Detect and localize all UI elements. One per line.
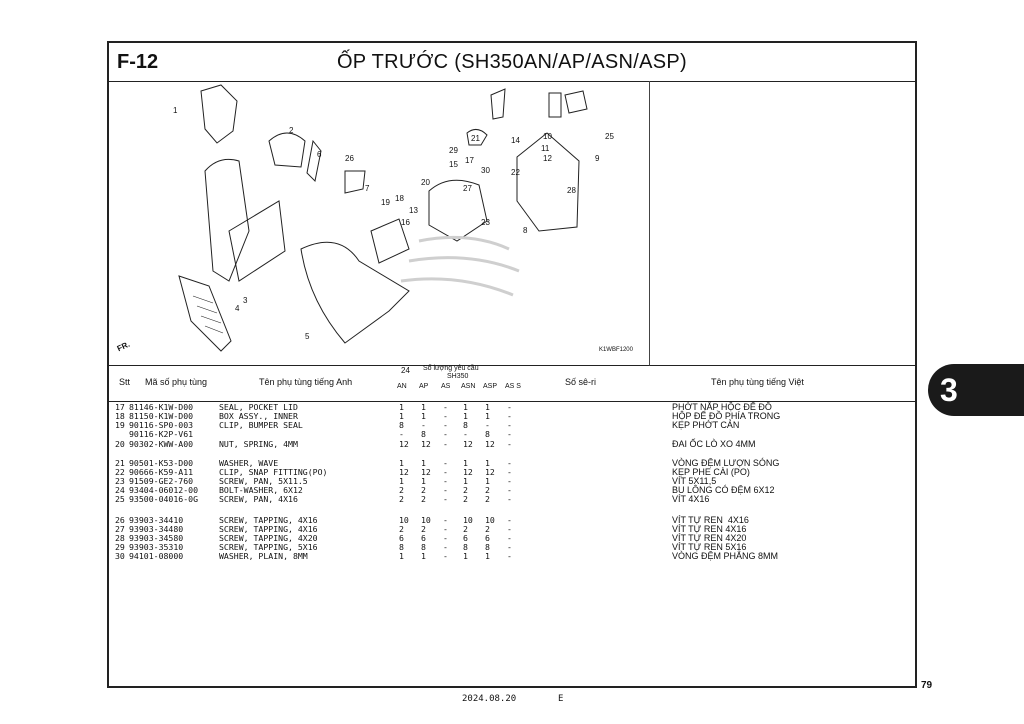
row-qty: 6 <box>485 533 490 543</box>
callout-18: 18 <box>395 194 404 203</box>
row-qty: 10 <box>399 515 409 525</box>
row-number: 18 <box>115 411 125 421</box>
callout-13: 13 <box>409 206 418 215</box>
row-qty: - <box>443 494 448 504</box>
callout-6: 6 <box>317 150 322 159</box>
row-name-vi: VÒNG ĐỆM PHẲNG 8MM <box>672 551 779 561</box>
row-qty: 12 <box>399 467 409 477</box>
row-qty: 8 <box>485 429 490 439</box>
row-qty: - <box>507 467 512 477</box>
callout-24: 24 <box>401 366 410 375</box>
row-qty: - <box>443 439 448 449</box>
callout-21: 21 <box>471 134 480 143</box>
row-qty: - <box>507 524 512 534</box>
row-qty: 2 <box>421 494 426 504</box>
row-number: 29 <box>115 542 125 552</box>
row-qty: 6 <box>399 533 404 543</box>
footer-edition: E <box>558 694 564 704</box>
callout-7: 7 <box>365 184 370 193</box>
row-qty: - <box>443 485 448 495</box>
row-number: 20 <box>115 439 125 449</box>
callout-29: 29 <box>449 146 458 155</box>
row-part-number: 93903-35310 <box>129 542 184 552</box>
row-name-en: SCREW, TAPPING, 4X20 <box>219 533 318 543</box>
row-qty: - <box>443 533 448 543</box>
row-qty: 1 <box>463 476 468 486</box>
part-2-shape <box>269 133 305 167</box>
callout-26: 26 <box>345 154 354 163</box>
row-qty: 2 <box>463 485 468 495</box>
col-name-en: Tên phụ tùng tiếng Anh <box>259 377 353 387</box>
col-serial: Số sê-ri <box>565 377 597 387</box>
row-qty: - <box>443 551 448 561</box>
section-tab <box>928 364 1024 416</box>
row-number: 19 <box>115 420 125 430</box>
row-number: 23 <box>115 476 125 486</box>
row-name-vi: VÍT TỰ REN 5X16 <box>672 542 747 552</box>
callout-17: 17 <box>465 156 474 165</box>
row-qty: 12 <box>485 467 495 477</box>
row-qty: - <box>443 467 448 477</box>
row-qty: - <box>507 533 512 543</box>
col-name-vi: Tên phụ tùng tiếng Việt <box>711 377 804 387</box>
row-name-vi: HỘP ĐỂ ĐỒ PHÍA TRONG <box>672 411 781 421</box>
row-part-number: 93903-34580 <box>129 533 184 543</box>
row-name-en: BOX ASSY., INNER <box>219 411 298 421</box>
row-number: 25 <box>115 494 125 504</box>
row-name-vi: ĐAI ỐC LÒ XO 4MM <box>672 439 756 449</box>
front-direction-label: FR. <box>115 339 132 354</box>
part-1-shape <box>201 85 237 143</box>
row-qty: 2 <box>485 485 490 495</box>
row-part-number: 90666-K59-A11 <box>129 467 194 477</box>
row-part-number: 93903-34480 <box>129 524 184 534</box>
row-qty: - <box>443 515 448 525</box>
catalog-page-frame <box>107 41 917 688</box>
row-qty: 12 <box>463 439 473 449</box>
callout-8: 8 <box>523 226 528 235</box>
row-part-number: 93404-06012-00 <box>129 485 199 495</box>
page-title: ỐP TRƯỚC (SH350AN/AP/ASN/ASP) <box>336 51 688 73</box>
row-name-en: CLIP, SNAP FITTING(PO) <box>219 467 328 477</box>
callout-23: 23 <box>481 218 490 227</box>
row-qty: 12 <box>421 467 431 477</box>
row-name-vi: BU LÔNG CÓ ĐỆM 6X12 <box>672 485 775 495</box>
row-qty: 1 <box>399 476 404 486</box>
callout-12: 12 <box>543 154 552 163</box>
row-qty: - <box>507 411 512 421</box>
row-qty: - <box>507 458 512 468</box>
row-qty: 8 <box>485 542 490 552</box>
row-qty: 1 <box>463 411 468 421</box>
callout-4: 4 <box>235 304 240 313</box>
row-number: 26 <box>115 515 125 525</box>
row-number: 28 <box>115 533 125 543</box>
part-6-shape <box>307 141 321 181</box>
row-qty: 2 <box>463 524 468 534</box>
table-row <box>109 430 915 439</box>
callout-15: 15 <box>449 160 458 169</box>
col-variant-ass: AS S <box>505 383 521 390</box>
callout-2: 2 <box>289 126 294 135</box>
honda-wing-watermark <box>401 237 519 295</box>
row-qty: - <box>485 420 490 430</box>
callout-16: 16 <box>401 218 410 227</box>
row-qty: 1 <box>485 551 490 561</box>
callout-5: 5 <box>305 332 310 341</box>
row-number: 17 <box>115 402 125 412</box>
row-qty: - <box>443 542 448 552</box>
col-model: SH350 <box>447 373 469 380</box>
row-name-en: SCREW, PAN, 5X11.5 <box>219 476 308 486</box>
row-qty: 2 <box>463 494 468 504</box>
col-variant-asp: ASP <box>483 383 498 390</box>
parts-table-header <box>109 367 915 402</box>
row-part-number: 91509-GE2-760 <box>129 476 194 486</box>
row-qty: 1 <box>421 402 426 412</box>
row-qty: 8 <box>399 420 404 430</box>
row-qty: 8 <box>463 420 468 430</box>
col-qty-title: Số lượng yêu cầu <box>423 365 479 372</box>
page-header <box>109 43 915 82</box>
row-qty: 6 <box>463 533 468 543</box>
row-qty: 2 <box>399 485 404 495</box>
part-10-shape <box>549 93 561 117</box>
row-name-en: WASHER, WAVE <box>219 458 279 468</box>
col-part-number: Mã số phụ tùng <box>145 377 208 387</box>
diagram-ref-code: K1WBF1200 <box>598 347 633 353</box>
row-part-number: 94101-08000 <box>129 551 184 561</box>
part-7-shape <box>345 171 365 193</box>
footer-date: 2024.08.20 <box>462 694 517 704</box>
row-qty: 1 <box>421 411 426 421</box>
row-qty: 6 <box>421 533 426 543</box>
page-number: 79 <box>921 680 933 691</box>
row-qty: 1 <box>421 458 426 468</box>
row-qty: - <box>507 476 512 486</box>
row-qty: - <box>399 429 404 439</box>
row-name-en: SEAL, POCKET LID <box>219 402 298 412</box>
row-part-number: 81150-K1W-D00 <box>129 411 194 421</box>
diagram-notes-box <box>650 81 915 366</box>
col-variant-ap: AP <box>419 383 429 390</box>
row-qty: - <box>507 551 512 561</box>
callout-3: 3 <box>243 296 248 305</box>
row-number: 21 <box>115 458 125 468</box>
row-qty: 1 <box>485 476 490 486</box>
row-name-vi: VÍT 4X16 <box>672 494 710 504</box>
row-qty: 8 <box>399 542 404 552</box>
callout-20: 20 <box>421 178 430 187</box>
row-qty: 8 <box>463 542 468 552</box>
row-qty: 1 <box>421 476 426 486</box>
row-qty: 2 <box>421 485 426 495</box>
row-qty: 1 <box>399 402 404 412</box>
row-qty: - <box>443 476 448 486</box>
callout-22: 22 <box>511 168 520 177</box>
row-name-vi: KẸP PHỚT CẢN <box>672 420 740 430</box>
part-3-shape <box>179 276 231 351</box>
row-qty: 10 <box>421 515 431 525</box>
callout-28: 28 <box>567 186 576 195</box>
row-number: 27 <box>115 524 125 534</box>
row-qty: - <box>507 485 512 495</box>
row-qty: 12 <box>421 439 431 449</box>
col-variant-asn: ASN <box>461 383 476 390</box>
row-part-number: 90116-SP0-003 <box>129 420 194 430</box>
row-name-vi: VÒNG ĐỆM LƯỢN SÓNG <box>672 458 780 468</box>
row-part-number: 90302-KWW-A00 <box>129 439 194 449</box>
row-qty: - <box>443 411 448 421</box>
callout-14: 14 <box>511 136 520 145</box>
row-qty: 1 <box>463 402 468 412</box>
col-stt: Stt <box>119 377 131 387</box>
row-qty: - <box>443 402 448 412</box>
col-variant-an: AN <box>397 383 407 390</box>
row-name-en: SCREW, TAPPING, 4X16 <box>219 524 318 534</box>
row-qty: - <box>507 515 512 525</box>
row-qty: 1 <box>485 402 490 412</box>
row-qty: 1 <box>463 458 468 468</box>
row-qty: 1 <box>463 551 468 561</box>
row-qty: 1 <box>485 458 490 468</box>
row-qty: - <box>507 439 512 449</box>
callout-11: 11 <box>541 144 550 153</box>
row-name-en: NUT, SPRING, 4MM <box>219 439 298 449</box>
row-qty: - <box>463 429 468 439</box>
row-name-en: SCREW, TAPPING, 4X16 <box>219 515 318 525</box>
row-name-vi: VÍT TỰ REN 4X16 <box>672 524 747 534</box>
callout-1: 1 <box>173 106 178 115</box>
row-qty: 2 <box>485 524 490 534</box>
table-row <box>109 440 915 449</box>
row-number: 22 <box>115 467 125 477</box>
row-qty: 2 <box>399 524 404 534</box>
callout-30: 30 <box>481 166 490 175</box>
row-name-vi: KẸP PHE CÀI (PO) <box>672 467 750 477</box>
table-row <box>109 495 915 504</box>
row-part-number: 93500-04016-0G <box>129 494 199 504</box>
part-14-shape <box>491 89 505 119</box>
row-name-en: CLIP, BUMPER SEAL <box>219 420 303 430</box>
row-qty: 2 <box>485 494 490 504</box>
row-qty: 1 <box>485 411 490 421</box>
callout-19: 19 <box>381 198 390 207</box>
row-name-en: BOLT-WASHER, 6X12 <box>219 485 303 495</box>
row-name-en: WASHER, PLAIN, 8MM <box>219 551 308 561</box>
row-name-vi: VÍT TỰ REN 4X16 <box>672 515 749 525</box>
table-row <box>109 421 915 430</box>
row-qty: 12 <box>463 467 473 477</box>
row-qty: 10 <box>463 515 473 525</box>
row-qty: - <box>443 458 448 468</box>
section-code: F-12 <box>117 51 159 73</box>
row-part-number: 93903-34410 <box>129 515 184 525</box>
callout-9: 9 <box>595 154 600 163</box>
row-name-vi: PHỚT NẮP HỘC ĐỂ ĐỒ <box>672 402 772 412</box>
row-qty: - <box>507 402 512 412</box>
callout-27: 27 <box>463 184 472 193</box>
row-name-vi: VÍT TỰ REN 4X20 <box>672 533 747 543</box>
callout-10: 10 <box>543 132 552 141</box>
table-row <box>109 552 915 561</box>
row-number: 24 <box>115 485 125 495</box>
part-4b-shape <box>229 201 285 281</box>
row-number: 30 <box>115 551 125 561</box>
row-qty: - <box>443 429 448 439</box>
row-name-en: SCREW, TAPPING, 5X16 <box>219 542 318 552</box>
row-qty: - <box>443 420 448 430</box>
section-tab-number: 3 <box>940 372 958 408</box>
row-qty: 8 <box>421 429 426 439</box>
part-5-shape <box>301 242 409 343</box>
row-qty: 1 <box>399 411 404 421</box>
row-qty: - <box>507 420 512 430</box>
row-qty: - <box>421 420 426 430</box>
row-qty: - <box>507 494 512 504</box>
col-variant-as: AS <box>441 383 451 390</box>
part-4-shape <box>205 159 249 281</box>
row-qty: 12 <box>485 439 495 449</box>
callout-25: 25 <box>605 132 614 141</box>
row-qty: 1 <box>421 551 426 561</box>
row-part-number: 81146-K1W-D00 <box>129 402 194 412</box>
row-qty: 1 <box>399 551 404 561</box>
row-qty: 2 <box>399 494 404 504</box>
row-part-number: 90501-K53-D00 <box>129 458 194 468</box>
part-13-shape <box>429 180 487 241</box>
row-qty: 2 <box>421 524 426 534</box>
row-qty: - <box>507 429 512 439</box>
row-qty: 10 <box>485 515 495 525</box>
part-9-shape <box>565 91 587 113</box>
row-qty: 12 <box>399 439 409 449</box>
row-qty: 1 <box>399 458 404 468</box>
row-part-number: 90116-K2P-V61 <box>129 429 194 439</box>
row-qty: - <box>507 542 512 552</box>
row-name-en: SCREW, PAN, 4X16 <box>219 494 298 504</box>
row-name-vi: VÍT 5X11,5 <box>672 476 717 486</box>
row-qty: 8 <box>421 542 426 552</box>
row-qty: - <box>443 524 448 534</box>
